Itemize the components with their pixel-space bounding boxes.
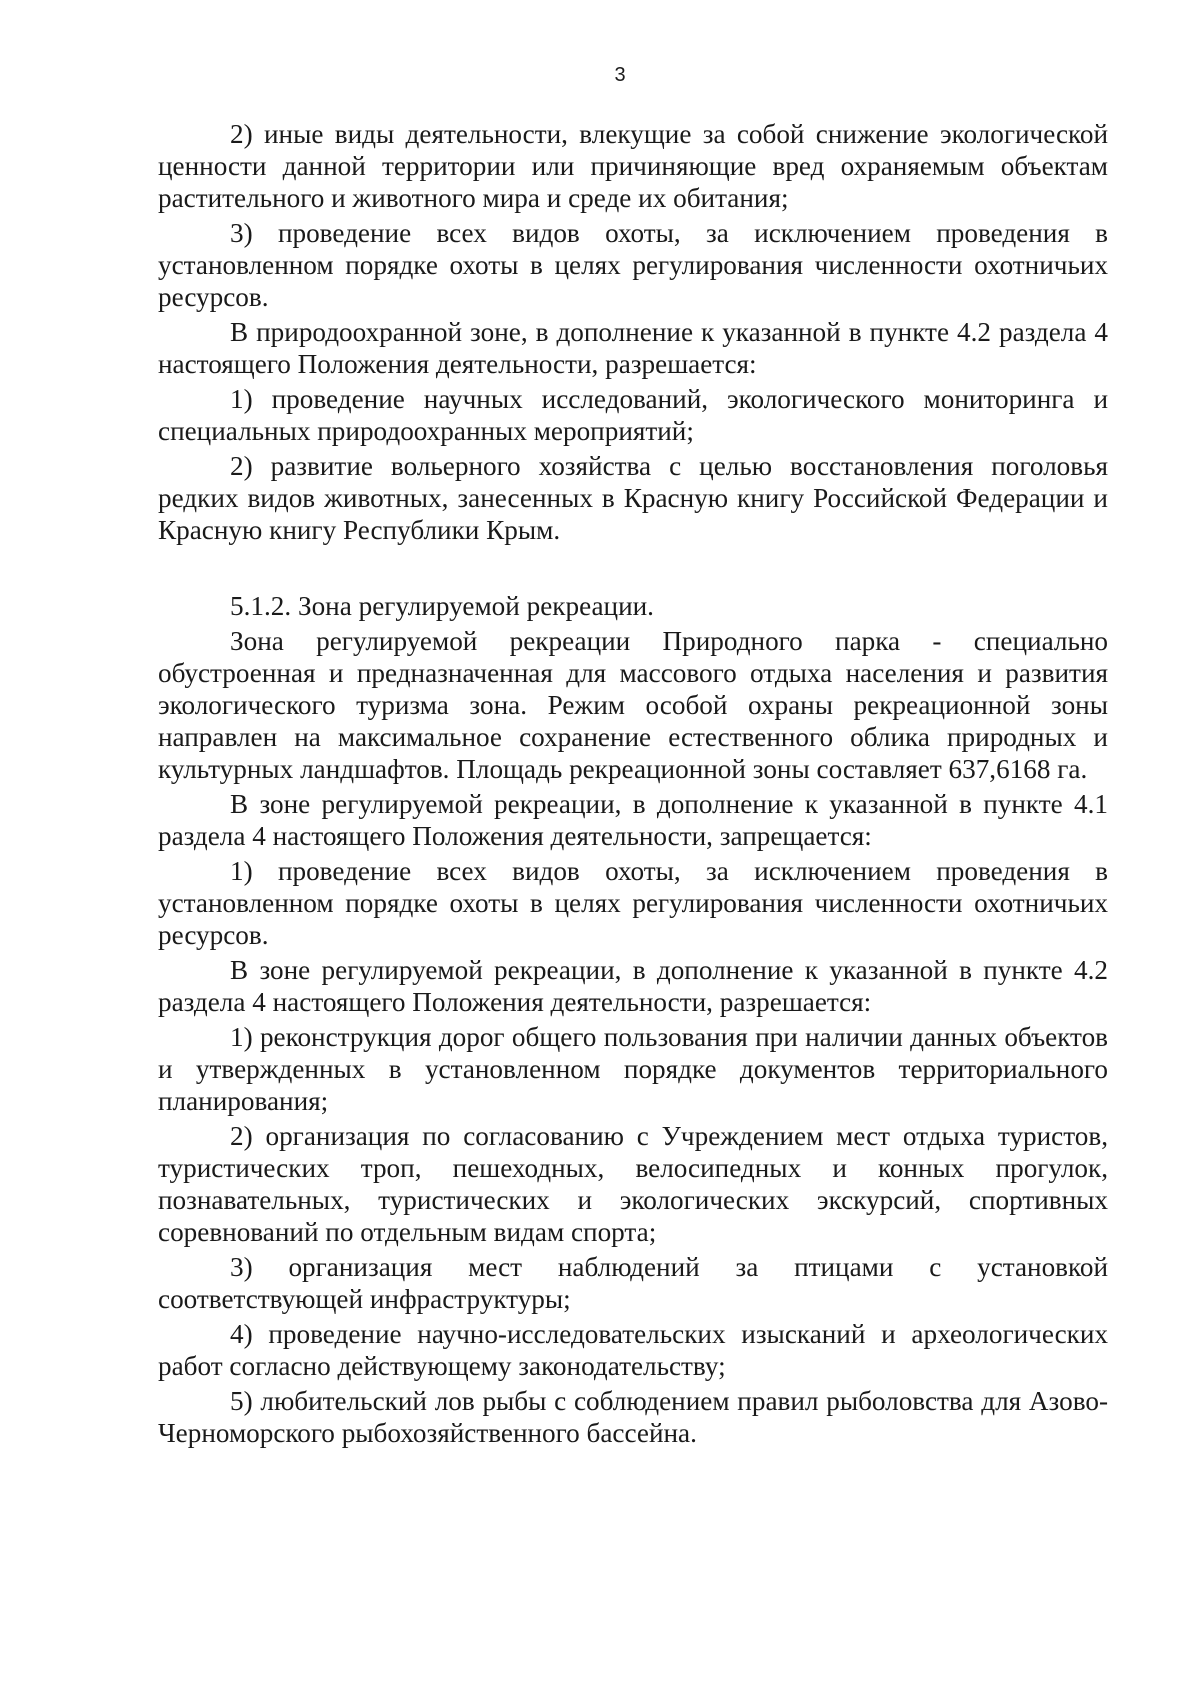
paragraph-recreation-allowed-intro: В зоне регулируемой рекреации, в дополнение к указанной в пункте 4.2 раздела 4 настоящего Положения деятельности, разрешается:	[158, 955, 1108, 1017]
paragraph-recreation-allowed-item-4: 4) проведение научно-исследовательских изысканий и археологических работ согласно действующему законодательству;	[158, 1319, 1108, 1381]
paragraph-recreation-allowed-item-2: 2) организация по согласованию с Учреждением мест отдыха туристов, туристических троп, пешеходных, велосипедных и конных прогулок, познавательных, туристических и экологических экскурсий, спортивных соревнований по отдельным видам спорта;	[158, 1121, 1108, 1247]
section-heading-5-1-2: 5.1.2. Зона регулируемой рекреации.	[230, 591, 654, 621]
paragraph-recreation-prohibited-item-1: 1) проведение всех видов охоты, за исключением проведения в установленном порядке охоты в целях регулирования численности охотничьих ресурсов.	[158, 856, 1108, 950]
paragraph-recreation-zone-description: Зона регулируемой рекреации Природного парка - специально обустроенная и предназначенная для массового отдыха населения и развития экологического туризма зона. Режим особой охраны рекреационной зоны направлен на максимальное сохранение естественного облика природных и культурных ландшафтов. Площадь рекреационной зоны составляет 637,6168 га.	[158, 626, 1108, 784]
paragraph-recreation-allowed-item-3: 3) организация мест наблюдений за птицами с установкой соответствующей инфраструктуры;	[158, 1252, 1108, 1314]
paragraph-recreation-allowed-item-1: 1) реконструкция дорог общего пользования при наличии данных объектов и утвержденных в установленном порядке документов территориального планирования;	[158, 1022, 1108, 1116]
paragraph-prohibited-item-2: 2) иные виды деятельности, влекущие за собой снижение экологической ценности данной территории или причиняющие вред охраняемым объектам растительного и животного мира и среде их обитания;	[158, 119, 1108, 213]
paragraph-allowed-item-2: 2) развитие вольерного хозяйства с целью восстановления поголовья редких видов животных, занесенных в Красную книгу Российской Федерации и Красную книгу Республики Крым.	[158, 451, 1108, 545]
document-body	[158, 118, 1108, 1452]
paragraph-conservation-zone-allowed-intro: В природоохранной зоне, в дополнение к указанной в пункте 4.2 раздела 4 настоящего Положения деятельности, разрешается:	[158, 317, 1108, 379]
paragraph-recreation-prohibited-intro: В зоне регулируемой рекреации, в дополнение к указанной в пункте 4.1 раздела 4 настоящего Положения деятельности, запрещается:	[158, 789, 1108, 851]
paragraph-allowed-item-1: 1) проведение научных исследований, экологического мониторинга и специальных природоохранных мероприятий;	[158, 384, 1108, 446]
paragraph-prohibited-item-3: 3) проведение всех видов охоты, за исключением проведения в установленном порядке охоты в целях регулирования численности охотничьих ресурсов.	[158, 218, 1108, 312]
page-number: 3	[614, 64, 626, 86]
paragraph-recreation-allowed-item-5: 5) любительский лов рыбы с соблюдением правил рыболовства для Азово-Черноморского рыбохозяйственного бассейна.	[158, 1386, 1108, 1448]
